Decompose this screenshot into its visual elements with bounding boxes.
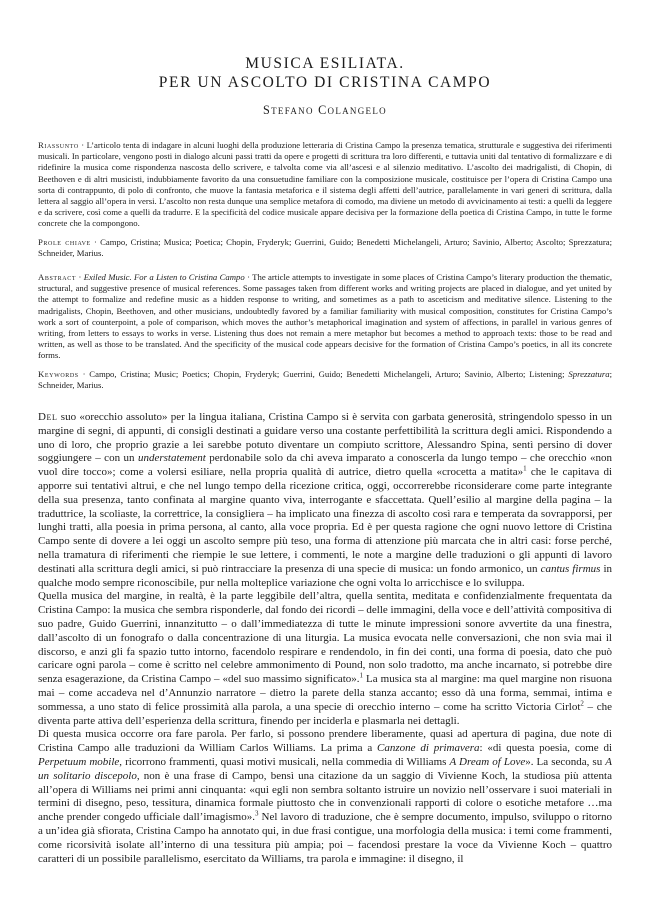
footnote-ref[interactable]: 3 bbox=[254, 809, 259, 818]
footnote-ref[interactable]: 1 bbox=[359, 671, 364, 680]
p2-text-b: La musica sta al margine: ma quel margine non risuona mai – come accadeva nel d’Annunzio narratore – dietro la parete della stanza accanto; esso dà una forma, semmai, intima e sommessa, a uno stato di felice prossimità alla parola, a una specie di orecchio interno – come ha scritto Victoria Cirlot bbox=[38, 673, 612, 713]
p1-italic-2: cantus firmus bbox=[540, 562, 601, 575]
footnote-ref[interactable]: 2 bbox=[580, 699, 584, 708]
author-name: Stefano Colangelo bbox=[263, 103, 387, 117]
article-title-line-1: MUSICA ESILIATA. bbox=[245, 55, 405, 72]
riassunto-label: Riassunto bbox=[38, 140, 79, 150]
body-paragraph-3 bbox=[38, 728, 612, 866]
dropcap-word: Del bbox=[38, 411, 58, 424]
article-page bbox=[38, 40, 612, 866]
parole-chiave-label: Prole chiave bbox=[38, 236, 91, 247]
body-paragraph-1 bbox=[38, 411, 612, 590]
article-title-line-2: PER UN ASCOLTO DI CRISTINA CAMPO bbox=[158, 74, 492, 91]
body-paragraph-2 bbox=[38, 590, 612, 728]
abstract-label: Abstract bbox=[38, 272, 77, 283]
riassunto-paragraph bbox=[38, 140, 612, 230]
footnote-ref[interactable]: 1 bbox=[523, 464, 527, 473]
p1-text-b: perdonabile solo da chi aveva imparato a conoscerla da lungo tempo – che orecchio «non vuol dire tocco»; come a volersi esiliare, nella propria qualità di autrice, dietro quella «crocetta a matita» bbox=[38, 452, 612, 479]
p1-italic-1: understatement bbox=[137, 452, 206, 465]
p3-italic-1: Canzone di primavera bbox=[377, 742, 480, 755]
p3-text-e: , non è una frase di Campo, bensì una citazione da un saggio di Vivienne Koch, la studiosa più attenta all’opera di Williams nei primi anni cinquanta: «qui egli non sembra soltanto istruire un novizio nell’osservare i suoi materiali in termini di disegno, peso, tessitura, dinamica formale piuttosto che in convenzionali rapporti di colore o esotiche metafore …ma anche prender congedo ufficiale dall’imagismo». bbox=[38, 769, 612, 824]
keywords-italic: Sprezzatura bbox=[568, 368, 610, 379]
keywords-paragraph bbox=[38, 369, 612, 391]
parole-chiave-paragraph bbox=[38, 237, 612, 259]
p3-text-d: ». La seconda, su bbox=[525, 755, 606, 768]
p3-text-b: : «di questa poesia, come di bbox=[479, 742, 612, 755]
keywords-label: Keywords bbox=[38, 368, 79, 379]
p3-italic-4: A un solitario discepolo bbox=[38, 755, 612, 782]
p2-text-a: Quella musica del margine, in realtà, è la parte leggibile dell’altra, quella sentita, meditata e confidenzialmente frequentata da Cristina Campo: la musica che sembra risponderle, dal fondo dei ricordi – delle immagini, della voce e dell’attività compositiva di suo padre, Guido Guerrini, innanzitutto – o dall’immediatezza di tutte le minute impressioni sonore avvertite da una finestra, dall’ascolto di un fonografo o dalla concentrazione di una liturgia. La musica evocata nelle conversazioni, che non svia mai il discorso, e anzi gli fa spazio tutto intorno, facendolo respirare e rendendolo, in fin dei conti, una forma di poesia, dato che può caricare ogni parola – come è scritto nel celebre ammonimento di Pound, non solo tradotto, ma anche incarnato, si potrebbe dire senza esagerazione, da Cristina Campo – «del suo massimo significato». bbox=[38, 590, 612, 686]
p1-text-a: suo «orecchio assoluto» per la lingua italiana, Cristina Campo si è servita con garbata generosità, stringendolo spesso in un margine di segni, di appunti, di consigli destinati a guidare verso una costante perfettibilità la scrittura degli amici. Rispondendo a uno di loro, che proprio grazie a lei sarebbe potuto diventare un compiuto scrittore, Alessandro Spina, sentì persino di dover soggiungere – con un bbox=[38, 411, 612, 465]
abstract-title: Exiled Music. For a Listen to Cristina Campo bbox=[83, 272, 245, 283]
abstract-paragraph: Abstract · Exiled Music. For a Listen to Cristina Campo · The article attempts to investigate in some places of Cristina Campo’s literary production the thematic, structural, and suggestive presence of musical references. Some passages taken from different works and writing projects are placed in dialogue, and yet united by the attempt to formalize and redefine music as a hidden response to writing, and sometimes as a path to asceticism and meditative silence. Listening to the madrigalists, Chopin, Beethoven, and other musicians, undoubtedly favored by a familiar familiarity with musical composition, constitutes for Cristina Campo’s work a sort of counterpoint, a pole of comparison, which moves the author’s metaphorical imagination and system of affections, in parallel in various genres of writing, from letters to essays to works in verse. Listening thus does not remain a mere metaphor but becomes a method to approach texts: those to be read and written, as well as those to be translated. And the specificity of the musical code appears decisive for the formation of Cristina Campo’s poetics, in all its concrete forms. bbox=[38, 272, 612, 361]
p2-text-c: – che diventa parte attiva dell’esperienza della scrittura, finendo per inciderla e plasmarla nei dettagli. bbox=[38, 700, 612, 727]
p1-text-d: in qualche modo sempre riconoscibile, pur nella molteplice variazione che ogni volta lo arricchisce e lo sviluppa. bbox=[38, 562, 613, 589]
p3-text-f: Nel lavoro di traduzione, che è sempre documento, impulso, sviluppo o ritorno a un’idea già sfiorata, Cristina Campo ha annotato qui, in due frasi contigue, una morfologia della musica: i temi come frammenti, come ricorsività isolate all’interno di una tessitura più ampia; poi – facendosi prestare la voce da Vivienne Koch – quattro caratteri di un possibile parallelismo, esercitato da Williams, tra parola e immagine: il disegno, il bbox=[38, 811, 612, 865]
p3-italic-2: Perpetuum mobile bbox=[38, 755, 120, 768]
p3-italic-3: A Dream of Love bbox=[449, 755, 526, 768]
keywords-text-b: ; Schneider, Marius. bbox=[38, 368, 612, 390]
p3-text-c: , ricorrono frammenti, quasi motivi musicali, nella commedia di Williams bbox=[119, 755, 450, 768]
p1-text-c: che le capitava di apporre sui tentativi altrui, e che nel lungo tempo della ricezione critica, oggi, occorrerebbe riconsiderare come parte integrante della sua presenza, tanto confinata al margine quanto viva, interrogante e sfaccettata. Quell’esilio al margine della pagina – la traduttrice, la scoliaste, la correttrice, la consigliera – ha implicato una finezza di ascolto così rara e temperata da sovrapporsi, per lunghi tratti, alla poesia in prima persona, al canto, alla voce propria. Ed è per questa ragione che ogni nuovo lettore di Cristina Campo sente di dovere a lei oggi un ascolto sempre più teso, una forma di attenzione più marcata che in altri casi: forse perché, nella tramatura di riferimenti che riempie le sue lettere, i commenti, le note a margine delle traduzioni o gli appunti di lavoro destinati alla scrittura degli amici, si può rintracciare la presenza di una specie di musica: un fondo armonico, un bbox=[38, 466, 613, 575]
p3-text-a: Di questa musica occorre ora fare parola. Per farlo, si possono prendere liberamente, quasi ad apertura di pagina, due note di Cristina Campo alle traduzioni da William Carlos Williams. La prima a bbox=[38, 728, 612, 755]
abstract-text: · The article attempts to investigate in some places of Cristina Campo’s literary production the thematic, structural, and suggestive presence of musical references. Some passages taken from different works and writing projects are placed in dialogue, and yet united by the attempt to formalize and redefine music as a hidden response to writing, and sometimes as a path to asceticism and meditative silence. Listening to the madrigalists, Chopin, Beethoven, and other musicians, undoubtedly favored by a familiar familiarity with musical composition, constitutes for Cristina Campo’s work a sort of counterpoint, a pole of comparison, which moves the author’s metaphorical imagination and system of affections, in parallel in various genres of writing, from letters to essays to works in verse. Listening thus does not remain a mere metaphor but becomes a method to approach texts: those to be read and written, as well as those to be translated. And the specificity of the musical code appears decisive for the formation of Cristina Campo’s poetics, in all its concrete forms. bbox=[38, 272, 612, 361]
keywords-text-a: · Campo, Cristina; Music; Poetics; Chopin, Fryderyk; Guerrini, Guido; Benedetti Michelangeli, Arturo; Savinio, Alberto; Listening; bbox=[78, 368, 569, 379]
riassunto-text: · L’articolo tenta di indagare in alcuni luoghi della produzione letteraria di Cristina Campo la presenza tematica, strutturale e suggestiva dei riferimenti musicali. In particolare, vengono posti in dialogo alcuni passi tratti da opere e progetti di scrittura tra loro differenti, e tuttavia uniti dal tentativo di formalizzare e di ridefinire la musica come rispondenza nascosta dello scrivere, e talvolta come via all’ascesi e al silenzio meditativo. L’ascolto dei madrigalisti, di Chopin, di Beethoven e di altri musicisti, indubbiamente favorito da una consuetudine familiare con la composizione musicale, costituisce per l’opera di Cristina Campo una sorta di contrappunto, di polo di confronto, che muove la fantasia metaforica e il sistema degli affetti dell’autrice, parallelamente in vari generi di scrittura, dalla lettera al saggio all’opera in versi. L’ascolto non resta dunque una semplice metafora di comodo, ma diviene un metodo di avvicinamento ai testi: a quelli da leggere e da scrivere, così come a quelli da tradurre. E la specificità del codice musicale appare decisiva per la formazione della poetica di Cristina Campo, in tutte le forme concrete che la compongono. bbox=[38, 140, 612, 229]
parole-chiave-text: · Campo, Cristina; Musica; Poetica; Chopin, Fryderyk; Guerrini, Guido; Benedetti Michelangeli, Arturo; Savinio, Alberto; Ascolto; Sprezzatura; Schneider, Marius. bbox=[38, 236, 612, 258]
